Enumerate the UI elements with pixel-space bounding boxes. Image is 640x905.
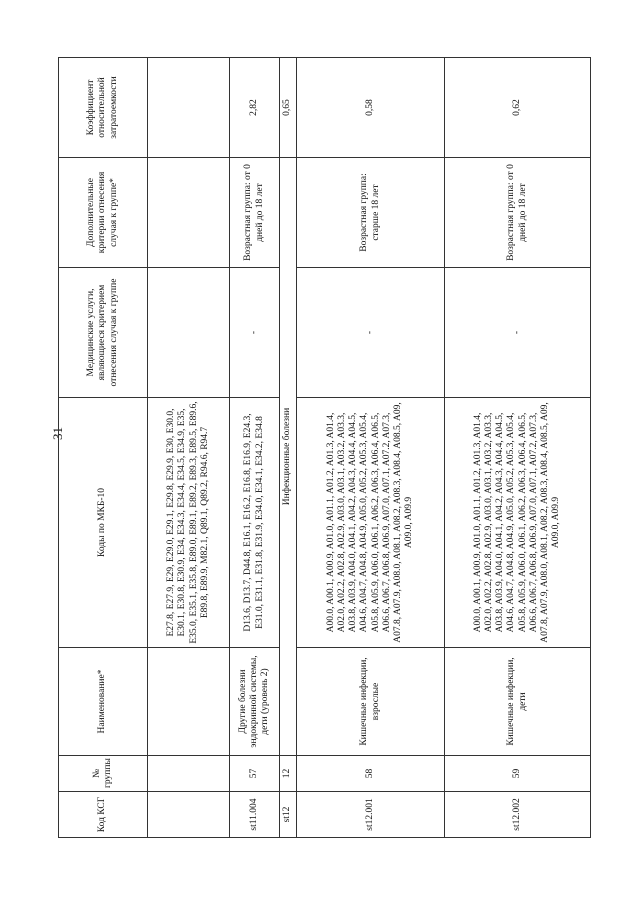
cell-criteria: Возрастная группа: от 0 дней до 18 лет [445,158,591,268]
table-header-row [59,58,148,838]
cell-icd: E27.8, E27.9, E29, E29.0, E29.1, E29.8, E29.9, E30, E30.0, E30.1, E30.8, E30.9, E34, E34.3, E34.4, E34.5, E34.9, E35, E35.0, E35.1, E35.8, E89.0, E89.1, E89.2, E89.3, E89.5, E89.6, E89.8, E89.9, M82.1, Q89.1, Q89.2, R94.6, R94.7 [148,398,230,648]
header-criteria: Дополнительные критерии отнесения случая к группе* [59,158,148,268]
cell-services: - [230,268,280,398]
header-name: Наименование* [59,648,148,756]
cell-code: st12.002 [445,792,591,838]
cell-icd: D13.6, D13.7, D44.8, E16.1, E16.2, E16.8, E16.9, E24.3, E31.0, E31.1, E31.8, E31.9, E34.0, E34.1, E34.2, E34.8 [230,398,280,648]
table-row [148,58,230,838]
cell-group-no: 58 [297,756,445,792]
cell-criteria: Возрастная группа: старше 18 лет [297,158,445,268]
cell-coef: 0,58 [297,58,445,158]
table-row [230,58,280,838]
cell-group-no: 59 [445,756,591,792]
cell-group-no: 12 [280,756,297,792]
cell-name: Кишечные инфекции, дети [445,648,591,756]
cell-code [148,792,230,838]
cell-name: Кишечные инфекции, взрослые [297,648,445,756]
header-group-no: № группы [59,756,148,792]
header-coef: Коэффициент относительной затратоемкости [59,58,148,158]
header-services: Медицинские услуги, являющиеся критерием отнесения случая к группе [59,268,148,398]
section-title: Инфекционные болезни [280,158,297,756]
cell-coef: 0,62 [445,58,591,158]
cell-coef [148,58,230,158]
cell-coef: 0,65 [280,58,297,158]
cell-coef: 2,82 [230,58,280,158]
table-row [297,58,445,838]
cell-criteria: Возрастная группа: от 0 дней до 18 лет [230,158,280,268]
cell-group-no [148,756,230,792]
cell-services: - [445,268,591,398]
cell-services: - [297,268,445,398]
cell-name: Другие болезни эндокринной системы, дети (уровень 2) [230,648,280,756]
cell-code: st11.004 [230,792,280,838]
ksg-table-rotated [58,58,585,838]
header-icd: Коды по МКБ-10 [59,398,148,648]
cell-name [148,648,230,756]
cell-services [148,268,230,398]
cell-icd: A00.0, A00.1, A00.9, A01.0, A01.1, A01.2, A01.3, A01.4, A02.0, A02.2, A02.8, A02.9, A03.0, A03.1, A03.2, A03.3, A03.8, A03.9, A04.0, A04.1, A04.2, A04.3, A04.4, A04.5, A04.6, A04.7, A04.8, A04.9, A05.0, A05.2, A05.3, A05.4, A05.8, A05.9, A06.0, A06.1, A06.2, A06.3, A06.4, A06.5, A06.6, A06.7, A06.8, A06.9, A07.0, A07.1, A07.2, A07.3, A07.8, A07.9, A08.0, A08.1, A08.2, A08.3, A08.4, A08.5, A09, A09.0, A09.9 [297,398,445,648]
cell-criteria [148,158,230,268]
ksg-table [58,57,591,838]
cell-icd: A00.0, A00.1, A00.9, A01.0, A01.1, A01.2, A01.3, A01.4, A02.0, A02.2, A02.8, A02.9, A03.0, A03.1, A03.2, A03.3, A03.8, A03.9, A04.0, A04.1, A04.2, A04.3, A04.4, A04.5, A04.6, A04.7, A04.8, A04.9, A05.0, A05.2, A05.3, A05.4, A05.8, A05.9, A06.0, A06.1, A06.2, A06.3, A06.4, A06.5, A06.6, A06.7, A06.8, A06.9, A07.0, A07.1, A07.2, A07.3, A07.8, A07.9, A08.0, A08.1, A08.2, A08.3, A08.4, A08.5, A09, A09.0, A09.9 [445,398,591,648]
header-code: Код КСГ [59,792,148,838]
cell-group-no: 57 [230,756,280,792]
page-number: 31 [50,427,65,440]
cell-code: st12 [280,792,297,838]
table-row [445,58,591,838]
cell-code: st12.001 [297,792,445,838]
section-row [280,58,297,838]
